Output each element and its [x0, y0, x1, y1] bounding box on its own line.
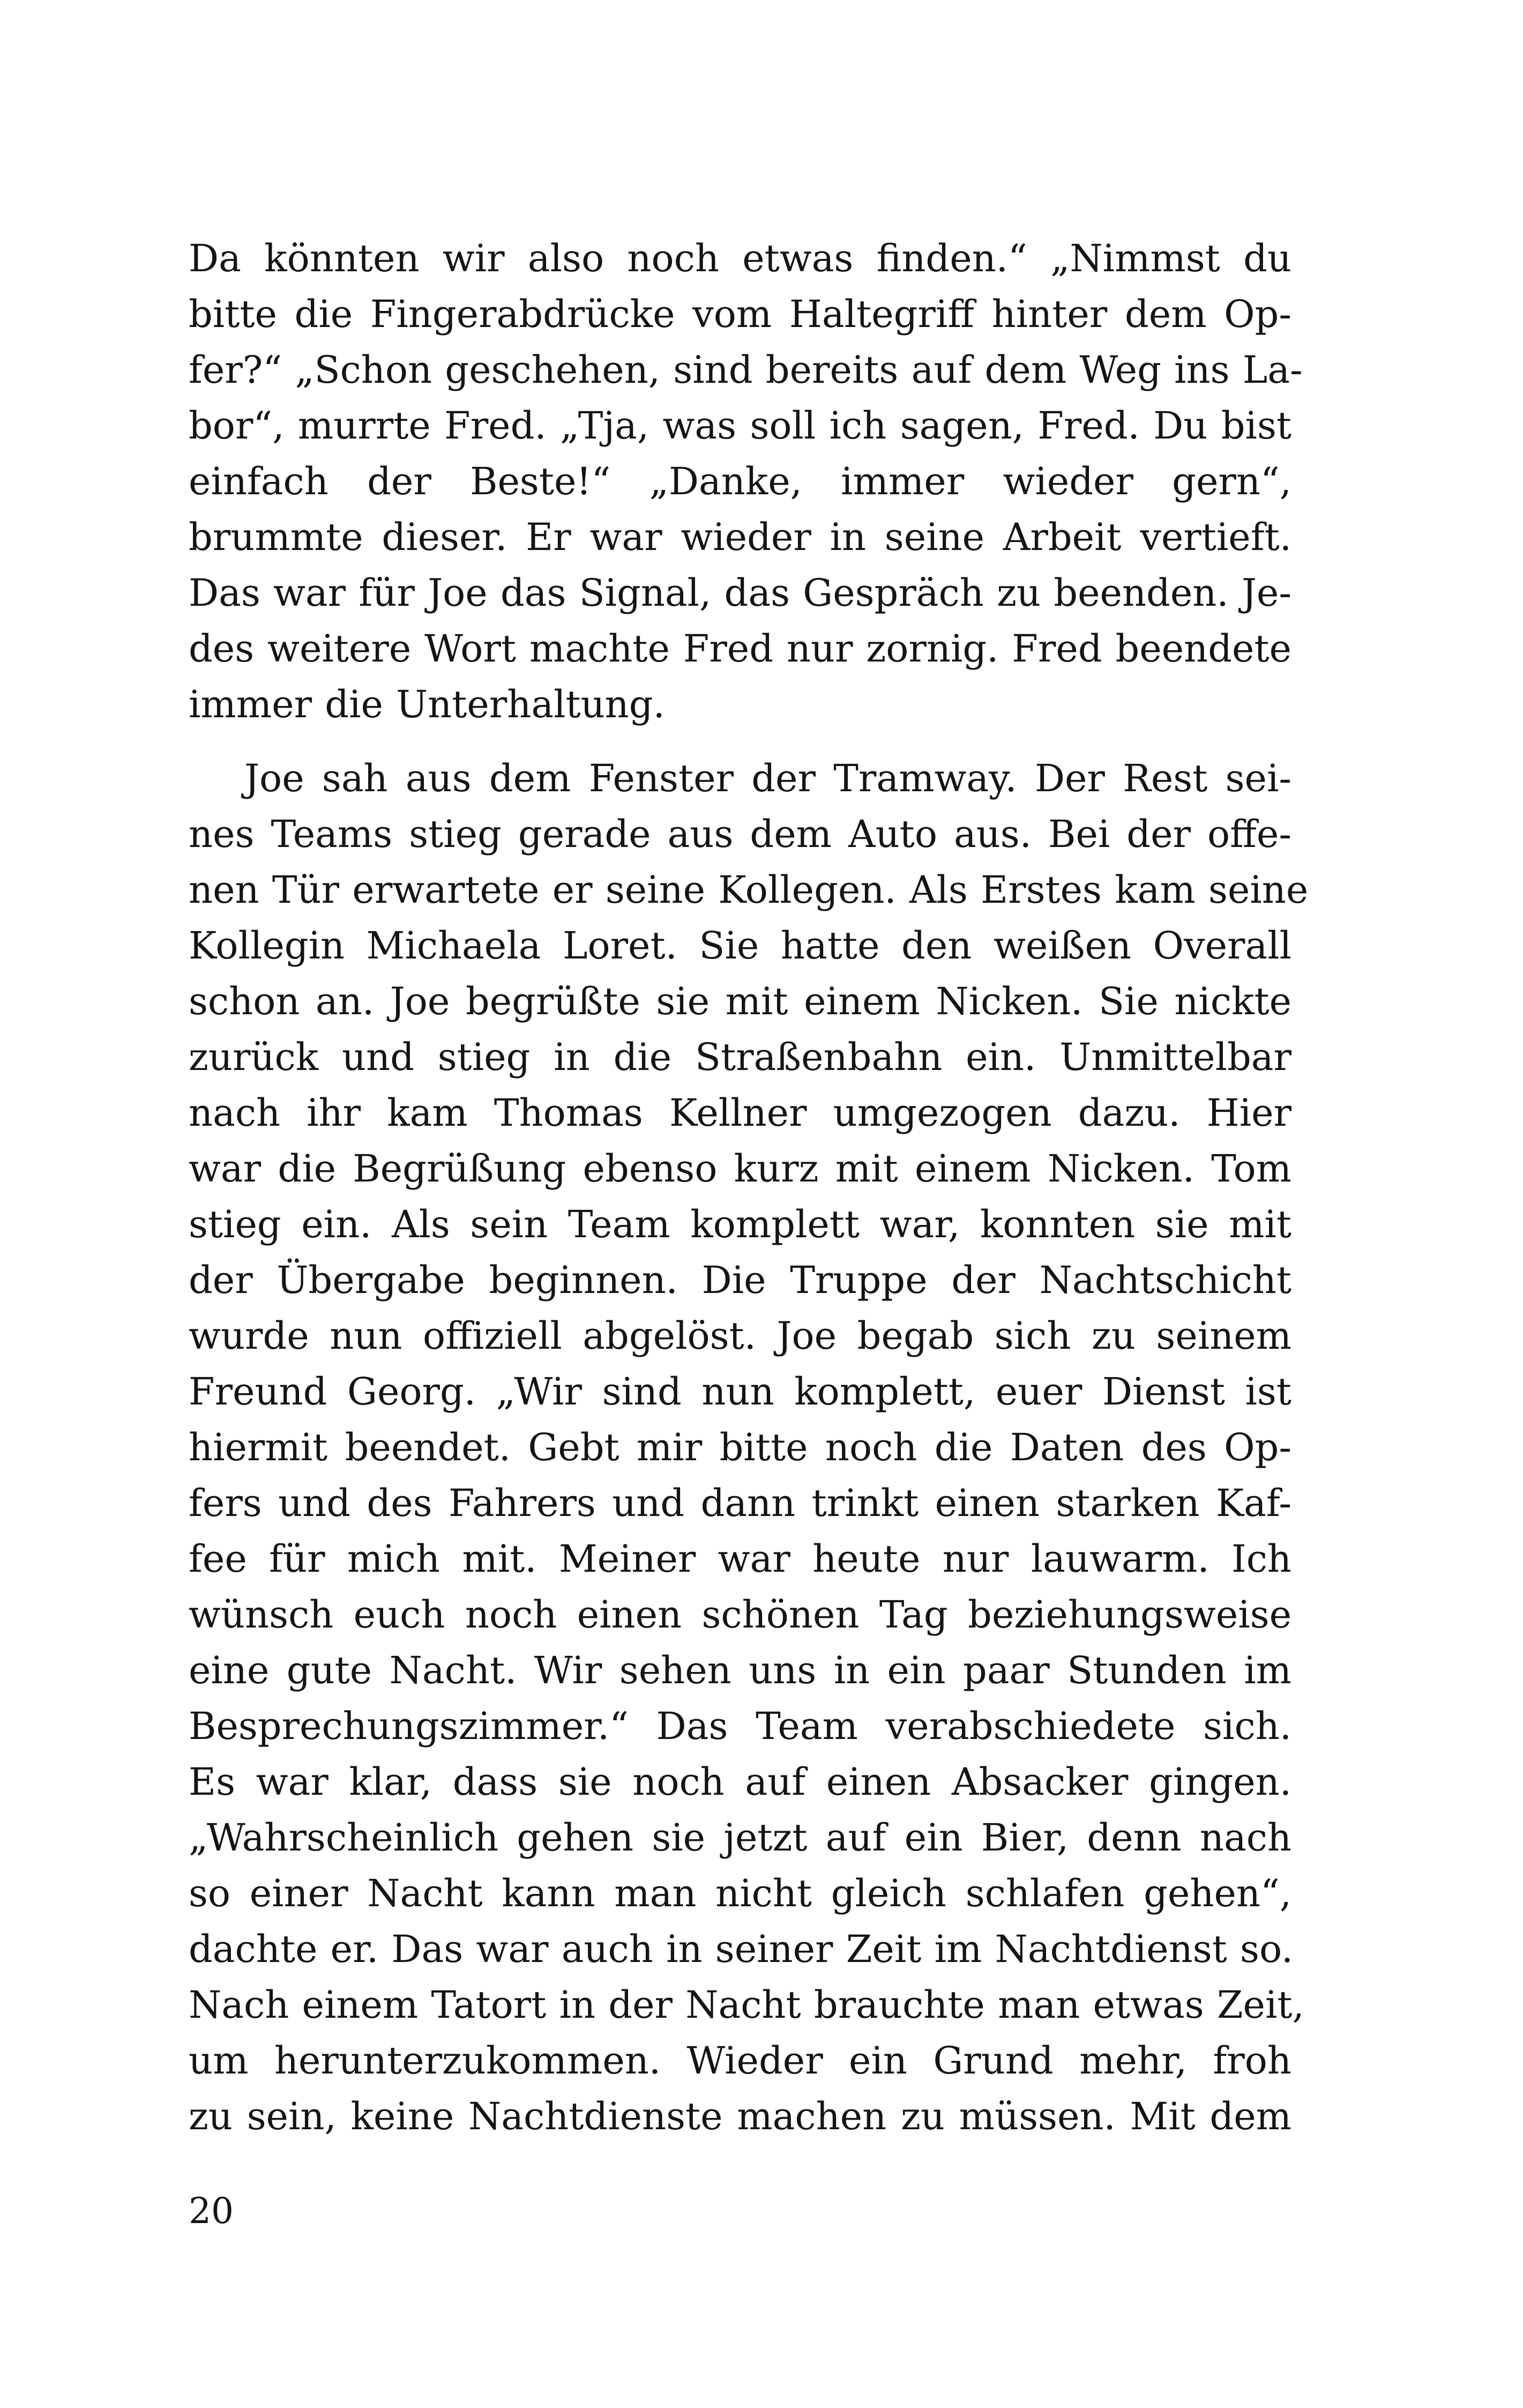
text-line: einfach der Beste!“ „Danke, immer wieder gern“, [189, 459, 1291, 503]
text-line: Freund Georg. „Wir sind nun komplett, euer Dienst ist [189, 1370, 1291, 1414]
text-line: so einer Nacht kann man nicht gleich schlafen gehen“, [189, 1871, 1291, 1915]
paragraph-gap [189, 732, 1291, 750]
text-line: brummte dieser. Er war wieder in seine Arbeit vertieft. [189, 515, 1291, 559]
text-line: immer die Unterhaltung. [189, 682, 665, 726]
text-line: Es war klar, dass sie noch auf einen Absacker gingen. [189, 1760, 1291, 1804]
text-line: Da könnten wir also noch etwas finden.“ „Nimmst du [189, 236, 1291, 280]
text-line: schon an. Joe begrüßte sie mit einem Nicken. Sie nickte [189, 979, 1291, 1023]
text-line: bor“, murrte Fred. „Tja, was soll ich sagen, Fred. Du bist [189, 404, 1291, 448]
text-line: fer?“ „Schon geschehen, sind bereits auf dem Weg ins La- [189, 348, 1303, 392]
text-line: um herunterzukommen. Wieder ein Grund mehr, froh [189, 2039, 1291, 2083]
body-text [189, 231, 1309, 2144]
text-line: hiermit beendet. Gebt mir bitte noch die Daten des Op- [189, 1425, 1291, 1469]
text-line: dachte er. Das war auch in seiner Zeit im Nachtdienst so. [189, 1927, 1294, 1971]
text-line: eine gute Nacht. Wir sehen uns in ein paar Stunden im [189, 1648, 1291, 1692]
text-line: „Wahrscheinlich gehen sie jetzt auf ein Bier, denn nach [189, 1816, 1291, 1860]
text-line: wurde nun offiziell abgelöst. Joe begab sich zu seinem [189, 1314, 1291, 1358]
text-line: fers und des Fahrers und dann trinkt einen starken Kaf- [189, 1481, 1291, 1525]
text-line: nach ihr kam Thomas Kellner umgezogen dazu. Hier [189, 1091, 1291, 1135]
paragraph [189, 231, 1303, 732]
text-line: zu sein, keine Nachtdienste machen zu müssen. Mit dem [189, 2094, 1291, 2138]
text-line: Joe sah aus dem Fenster der Tramway. Der Rest sei- [244, 756, 1291, 800]
text-line: zurück und stieg in die Straßenbahn ein. Unmittelbar [189, 1035, 1291, 1079]
text-line: stieg ein. Als sein Team komplett war, konnten sie mit [189, 1202, 1291, 1246]
text-line: des weitere Wort machte Fred nur zornig. Fred beendete [189, 627, 1291, 671]
text-line: fee für mich mit. Meiner war heute nur lauwarm. Ich [189, 1537, 1291, 1581]
text-line: wünsch euch noch einen schönen Tag beziehungsweise [189, 1593, 1291, 1637]
text-line: nes Teams stieg gerade aus dem Auto aus. Bei der offe- [189, 812, 1291, 856]
page-number: 20 [189, 2190, 234, 2232]
text-line: Das war für Joe das Signal, das Gespräch zu beenden. Je- [189, 571, 1291, 615]
text-line: Kollegin Michaela Loret. Sie hatte den weißen Overall [189, 924, 1291, 968]
text-line: Nach einem Tatort in der Nacht brauchte man etwas Zeit, [189, 1983, 1304, 2027]
paragraph [189, 750, 1309, 2144]
text-line: der Übergabe beginnen. Die Truppe der Nachtschicht [189, 1258, 1291, 1302]
text-line: bitte die Fingerabdrücke vom Haltegriff hinter dem Op- [189, 292, 1291, 336]
text-line: war die Begrüßung ebenso kurz mit einem Nicken. Tom [189, 1147, 1291, 1191]
text-line: Besprechungszimmer.“ Das Team verabschiedete sich. [189, 1704, 1291, 1748]
text-line: nen Tür erwartete er seine Kollegen. Als Erstes kam seine [189, 868, 1309, 912]
